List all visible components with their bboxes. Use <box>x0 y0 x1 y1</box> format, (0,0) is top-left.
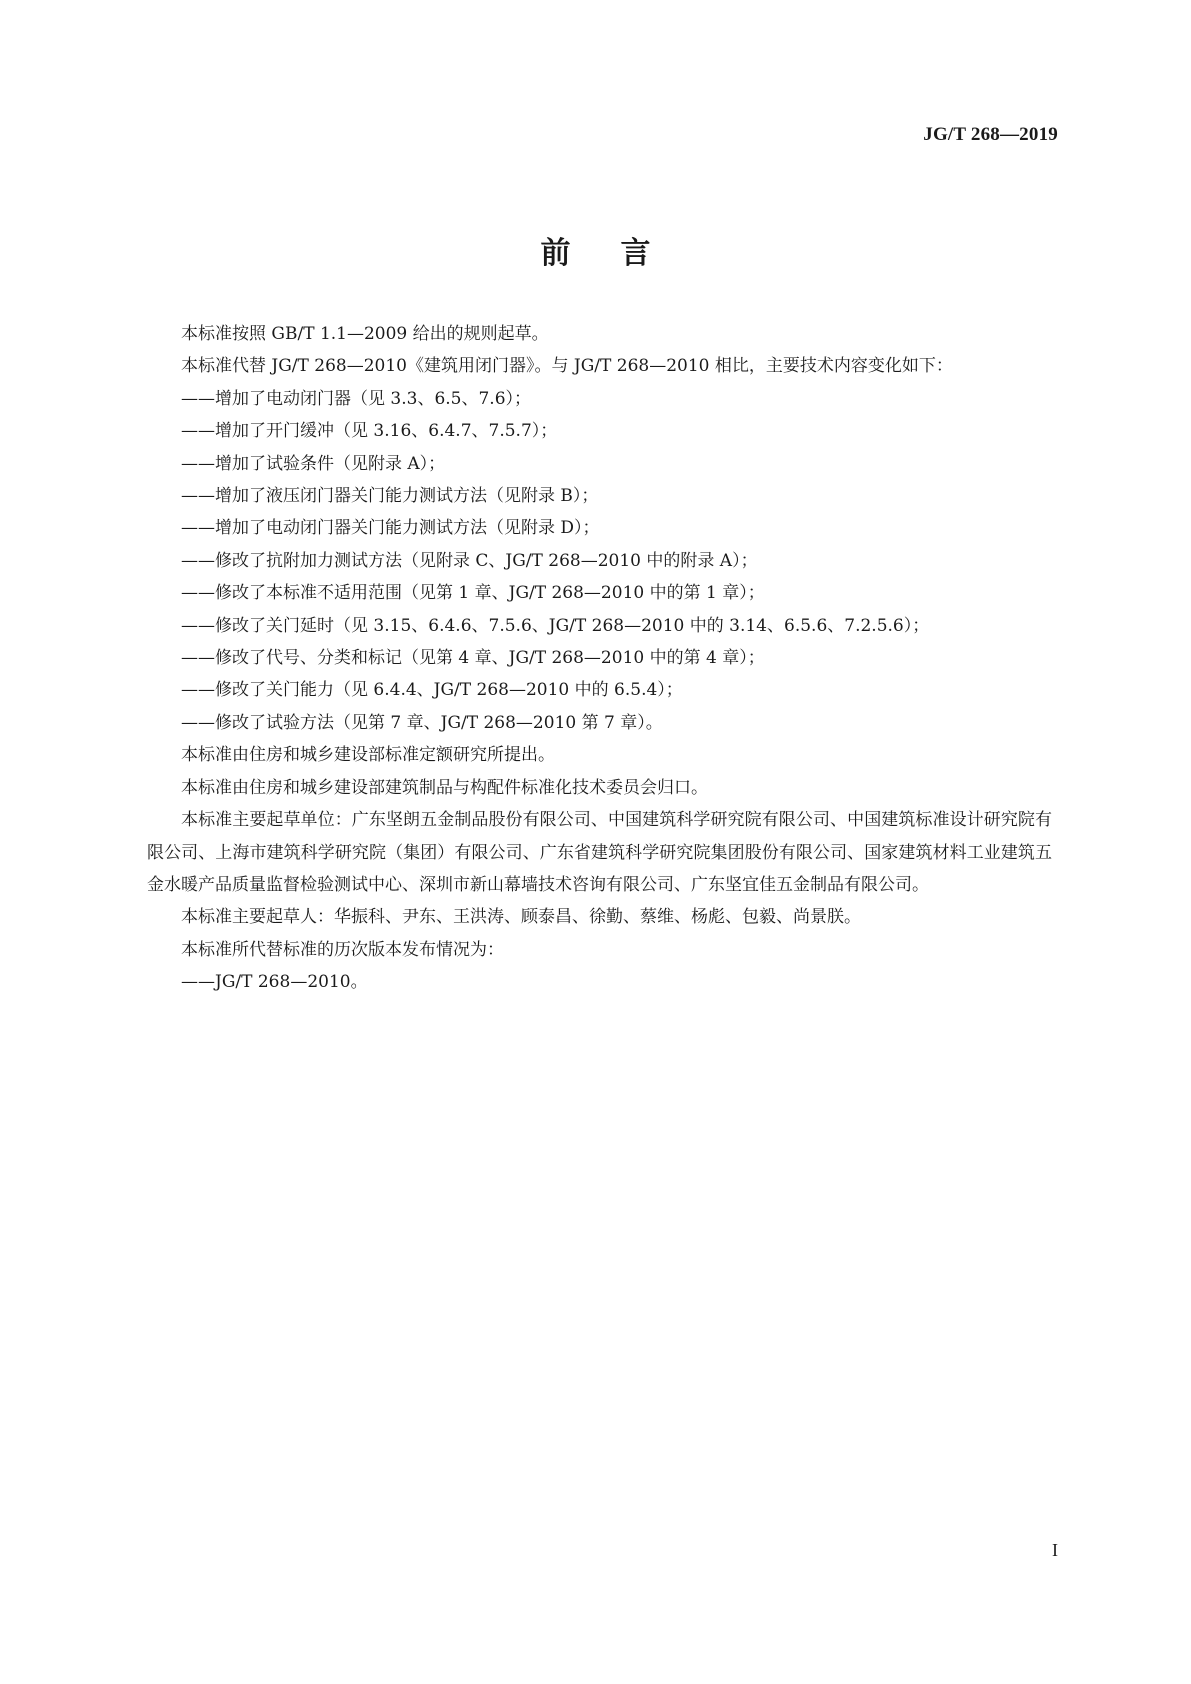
change-item: ——增加了电动闭门器关门能力测试方法（见附录 D）； <box>181 518 600 539</box>
change-item: ——修改了代号、分类和标记（见第 4 章、JG/T 268—2010 中的第 4 章）； <box>181 648 765 669</box>
change-item: ——增加了液压闭门器关门能力测试方法（见附录 B）； <box>181 486 599 507</box>
history-item: ——JG/T 268—2010。 <box>181 972 368 993</box>
change-item: ——修改了抗附加力测试方法（见附录 C、JG/T 268—2010 中的附录 A）； <box>181 550 758 571</box>
paragraph-history-intro: 本标准所代替标准的历次版本发布情况为： <box>181 939 504 960</box>
change-item: ——修改了关门延时（见 3.15、6.4.6、7.5.6、JG/T 268—2010 中的 3.14、6.5.6、7.2.5.6）； <box>181 615 930 636</box>
page-title: 前言 <box>540 236 701 271</box>
paragraph-administrator: 本标准由住房和城乡建设部建筑制品与构配件标准化技术委员会归口。 <box>181 777 708 798</box>
change-item: ——修改了本标准不适用范围（见第 1 章、JG/T 268—2010 中的第 1 章）； <box>181 583 765 604</box>
foreword-body <box>147 318 1052 999</box>
standard-code: JG/T 268—2019 <box>923 124 1058 145</box>
paragraph-replacement: 本标准代替 JG/T 268—2010《建筑用闭门器》。与 JG/T 268—2010 相比，主要技术内容变化如下： <box>181 356 953 377</box>
change-item: ——修改了试验方法（见第 7 章、JG/T 268—2010 第 7 章）。 <box>181 712 663 733</box>
paragraph-proposer: 本标准由住房和城乡建设部标准定额研究所提出。 <box>181 745 555 766</box>
change-item: ——增加了电动闭门器（见 3.3、6.5、7.6）； <box>181 388 532 409</box>
paragraph-drafting-rules: 本标准按照 GB/T 1.1—2009 给出的规则起草。 <box>181 324 549 344</box>
paragraph-drafting-units: 本标准主要起草单位：广东坚朗五金制品股份有限公司、中国建筑科学研究院有限公司、中国建筑标准设计研究院有限公司、上海市建筑科学研究院（集团）有限公司、广东省建筑科学研究院集团股份有限公司、国家建筑材料工业建筑五金水暖产品质量监督检验测试中心、深圳市新山幕墙技术咨询有限公司、广东坚宜佳五金制品有限公司。 <box>147 810 1052 895</box>
change-item: ——增加了试验条件（见附录 A）； <box>181 453 446 474</box>
paragraph-drafters: 本标准主要起草人：华振科、尹东、王洪涛、顾泰昌、徐勤、蔡维、杨彪、包毅、尚景朕。 <box>181 907 861 928</box>
page-number: I <box>1052 1540 1058 1560</box>
change-item: ——增加了开门缓冲（见 3.16、6.4.7、7.5.7）； <box>181 421 558 442</box>
change-item: ——修改了关门能力（见 6.4.4、JG/T 268—2010 中的 6.5.4）； <box>181 680 683 701</box>
